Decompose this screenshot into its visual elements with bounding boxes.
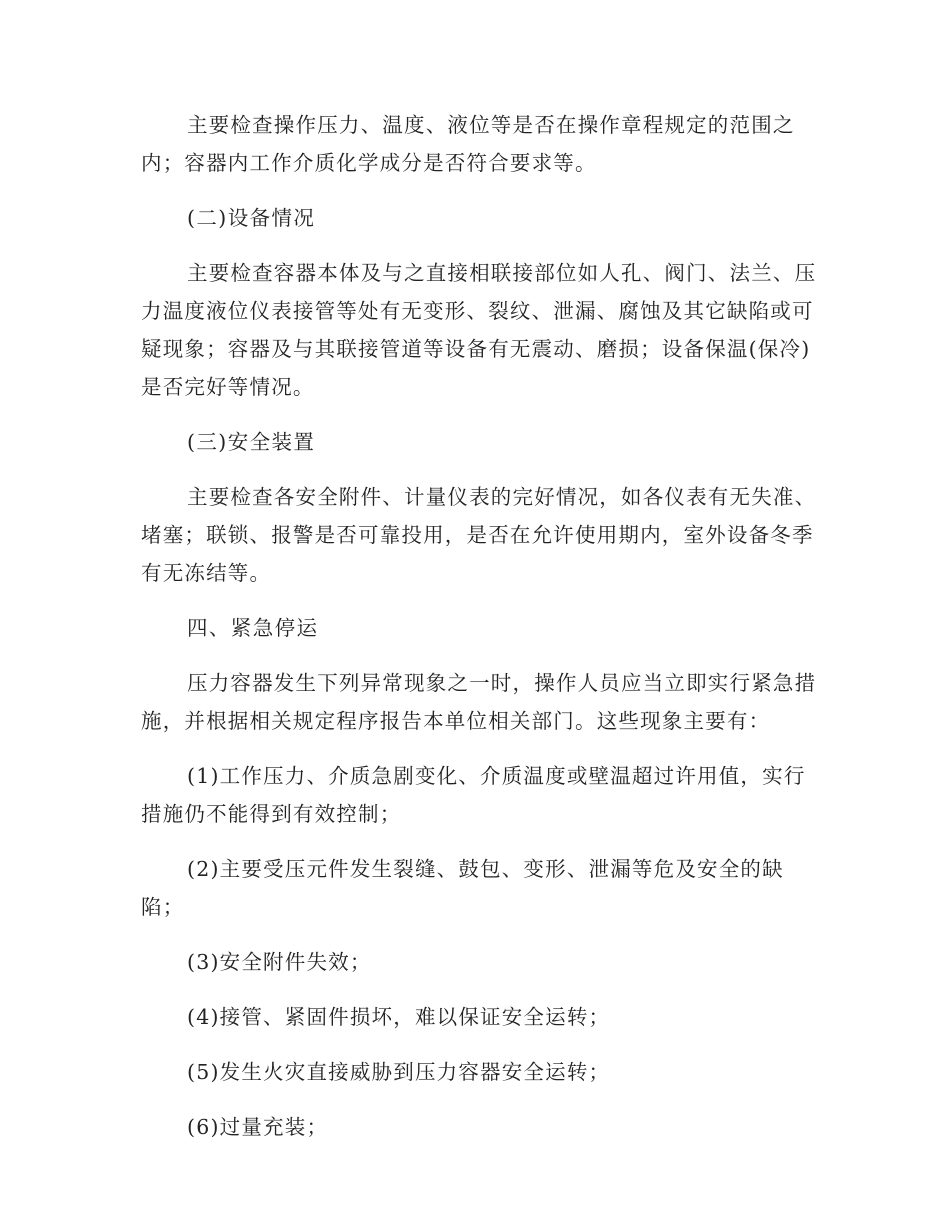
document-body xyxy=(141,106,821,1146)
list-item-4: (4)接管、紧固件损坏，难以保证安全运转； xyxy=(187,1005,611,1029)
paragraph-emergency-intro: 压力容器发生下列异常现象之一时，操作人员应当立即实行紧急措施，并根据相关规定程序报告本单位相关部门。这些现象主要有： xyxy=(141,671,817,733)
heading-emergency-stop: 四、紧急停运 xyxy=(187,616,319,640)
list-item-2: (2)主要受压元件发生裂缝、鼓包、变形、泄漏等危及安全的缺陷； xyxy=(141,857,784,919)
list-item-6: (6)过量充装； xyxy=(187,1115,329,1139)
paragraph-equipment-check: 主要检查容器本体及与之直接相联接部位如人孔、阀门、法兰、压力温度液位仪表接管等处有无变形、裂纹、泄漏、腐蚀及其它缺陷或可疑现象；容器及与其联接管道等设备有无震动、磨损；设备保温(保冷)是否完好等情况。 xyxy=(141,261,817,399)
heading-safety-devices: (三)安全装置 xyxy=(187,430,316,454)
paragraph-operation-check: 主要检查操作压力、温度、液位等是否在操作章程规定的范围之内；容器内工作介质化学成分是否符合要求等。 xyxy=(141,113,795,175)
list-item-1: (1)工作压力、介质急剧变化、介质温度或壁温超过许用值，实行措施仍不能得到有效控制； xyxy=(141,764,806,826)
heading-equipment-status: (二)设备情况 xyxy=(187,206,316,230)
paragraph-safety-check: 主要检查各安全附件、计量仪表的完好情况，如各仪表有无失准、堵塞；联锁、报警是否可靠投用，是否在允许使用期内，室外设备冬季有无冻结等。 xyxy=(141,485,817,585)
list-item-5: (5)发生火灾直接威胁到压力容器安全运转； xyxy=(187,1060,611,1084)
list-item-3: (3)安全附件失效； xyxy=(187,950,372,974)
